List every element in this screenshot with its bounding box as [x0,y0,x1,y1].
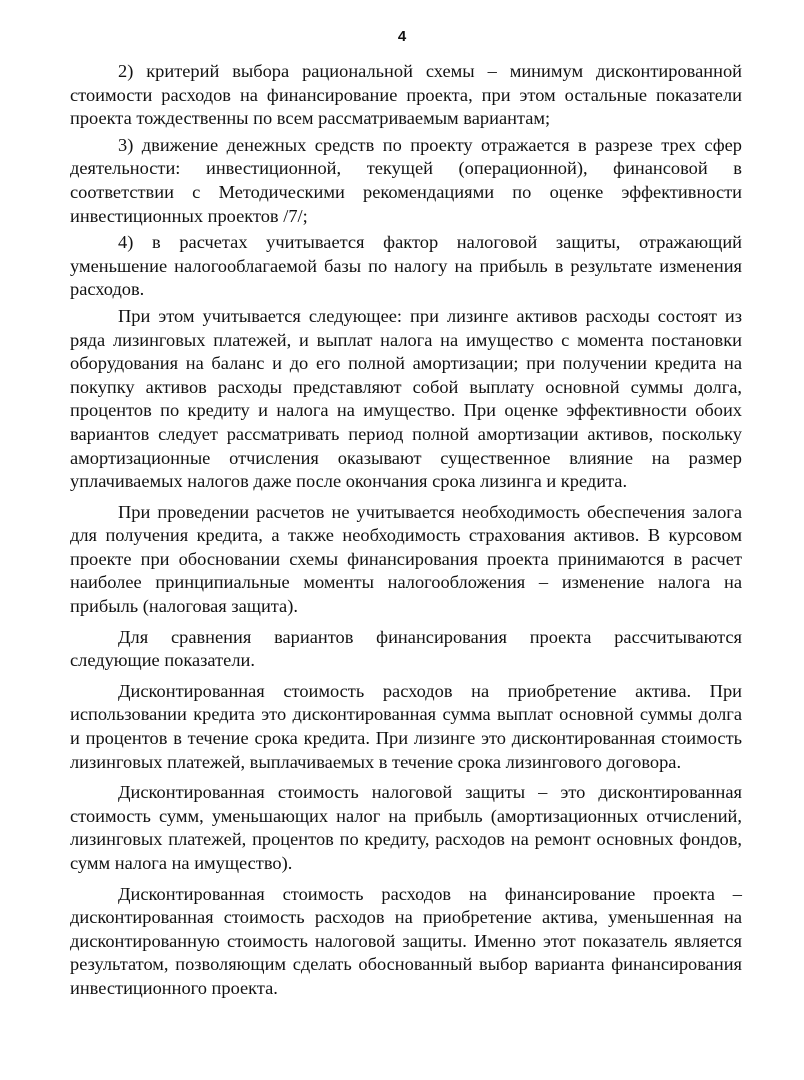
paragraph-acquisition-cost: Дисконтированная стоимость расходов на приобретение актива. При использовании кредита это дисконтированная сумма выплат основной суммы долга и процентов в течение срока кредита. При лизинге это дисконтированная стоимость лизинговых платежей, выплачиваемых в течение срока лизингового договора. [70,680,742,772]
paragraph-tax-shield-value: Дисконтированная стоимость налоговой защиты – это дисконтированная стоимость сумм, уменьшающих налог на прибыль (амортизационных отчислений, лизинговых платежей, процентов по кредиту, расходов на ремонт основных фондов, сумм налога на имущество). [70,782,742,873]
paragraph-financing-cost: Дисконтированная стоимость расходов на финансирование проекта – дисконтированная стоимость расходов на приобретение актива, уменьшенная на дисконтированную стоимость налоговой защиты. Именно этот показатель является результатом, позволяющим сделать обоснованный выбор варианта финансирования инвестиционного проекта. [70,883,742,998]
paragraph-indicators-intro: Для сравнения вариантов финансирования проекта рассчитываются следующие показатели. [70,626,742,671]
paragraph-cash-flow: 3) движение денежных средств по проекту отражается в разрезе трех сфер деятельности: инвестиционной, текущей (операционной), финансовой в соответствии с Методическими рекомендациями по оценке эффективности инвестиционных проектов /7/; [70,134,742,226]
paragraph-assumptions: При проведении расчетов не учитывается необходимость обеспечения залога для получения кредита, а также необходимость страхования активов. В курсовом проекте при обосновании схемы финансирования проекта принимаются в расчет наиболее принципиальные моменты налогообложения – изменение налога на прибыль (налоговая защита). [70,501,742,617]
paragraph-tax-shield: 4) в расчетах учитывается фактор налоговой защиты, отражающий уменьшение налогооблагаемой базы по налогу на прибыль в результате изменения расходов. [70,232,742,300]
paragraph-leasing-vs-credit: При этом учитывается следующее: при лизинге активов расходы состоят из ряда лизинговых платежей, и выплат налога на имущество с момента постановки оборудования на баланс и до его полной амортизации; при получении кредита на покупку активов расходы представляют собой выплату основной суммы долга, процентов по кредиту и налога на имущество. При оценке эффективности обоих вариантов следует рассматривать период полной амортизации активов, поскольку амортизационные отчисления оказывают существенное влияние на размер уплачиваемых налогов даже после окончания срока лизинга и кредита. [70,305,742,492]
body-text [70,60,742,1004]
paragraph-criterion: 2) критерий выбора рациональной схемы – минимум дисконтированной стоимости расходов на финансирование проекта, при этом остальные показатели проекта тождественны по всем рассматриваемым вариантам; [70,61,742,129]
page-number: 4 [397,28,407,45]
